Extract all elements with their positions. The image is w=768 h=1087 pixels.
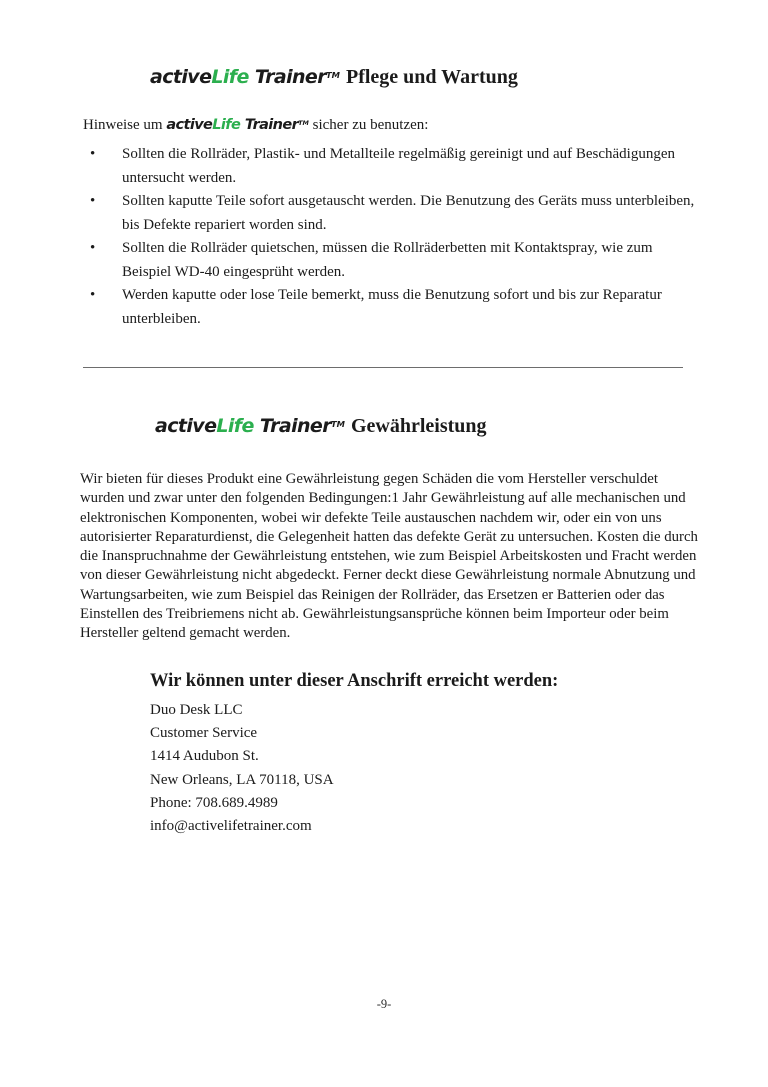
contact-heading: Wir können unter dieser Anschrift erreicht werden: — [150, 671, 559, 691]
care-title-text: Pflege und Wartung — [345, 66, 518, 88]
bullet-marker: • — [90, 146, 96, 162]
page-number: -9- — [376, 997, 392, 1011]
bullet-marker: • — [90, 240, 96, 256]
bullet-text: Sollten die Rollräder, Plastik- und Metallteile regelmäßig gereinigt und auf Beschädigungen untersucht werden. — [122, 146, 676, 186]
contact-phone-line: Phone: 708.689.4989 — [150, 794, 278, 811]
brand-word-life: Life — [212, 117, 241, 133]
contact-department-line: Customer Service — [150, 725, 258, 742]
bullet-text: Werden kaputte oder lose Teile bemerkt, muss die Benutzung sofort und bis zur Reparatur unterbleiben. — [122, 287, 662, 327]
section-divider — [83, 367, 683, 368]
list-item — [83, 190, 695, 237]
intro-suffix: sicher zu benutzen: — [312, 117, 429, 133]
brand-word-life: Life — [211, 66, 249, 88]
trademark-superscript: TM — [325, 69, 340, 80]
warranty-section-title — [155, 415, 487, 438]
brand-word-trainer: Trainer — [259, 415, 331, 437]
bullet-text: Sollten kaputte Teile sofort ausgetauscht werden. Die Benutzung des Geräts muss unterbleiben, bis Defekte repariert worden sind. — [122, 193, 695, 233]
brand-word-active: active — [155, 415, 217, 437]
intro-prefix: Hinweise um — [83, 117, 163, 133]
warranty-title-text: Gewährleistung — [350, 415, 487, 437]
contact-address-block — [150, 699, 334, 838]
brand-logo — [155, 415, 345, 437]
contact-city-line: New Orleans, LA 70118, USA — [150, 771, 334, 788]
brand-word-active: active — [150, 66, 212, 88]
bullet-marker: • — [90, 287, 96, 303]
brand-logo — [166, 117, 309, 133]
trademark-superscript: TM — [330, 418, 345, 429]
trademark-superscript: TM — [298, 119, 309, 128]
brand-word-trainer: Trainer — [254, 66, 326, 88]
brand-word-trainer: Trainer — [244, 117, 299, 133]
warranty-body-paragraph: Wir bieten für dieses Produkt eine Gewährleistung gegen Schäden die vom Hersteller verschuldet wurden und zwar unter den folgenden Bedingungen:1 Jahr Gewährleistung auf alle mechanischen und elektronischen Komponenten, wobei wir defekte Teile austauschen nachdem wir, oder ein von uns autorisierter Reparaturdienst, die Gelegenheit hatten das defekte Gerät zu untersuchen. Kosten die durch die Inanspruchnahme der Gewährleistung entstehen, wie zum Beispiel Arbeitskosten und Fracht werden von dieser Gewährleistung nicht abgedeckt. Ferner deckt diese Gewährleistung normale Abnutzung und Wartungsarbeiten, wie zum Beispiel das Reinigen der Rollräder, das Ersetzen er Batterien oder das Einstellen des Treibriemens nicht ab. Gewährleistungsansprüche können beim Importeur oder beim Hersteller geltend gemacht werden. — [80, 471, 698, 642]
brand-word-active: active — [166, 117, 213, 133]
contact-street-line: 1414 Audubon St. — [150, 748, 259, 765]
care-section-title — [150, 66, 518, 89]
brand-logo — [150, 66, 340, 88]
list-item — [83, 284, 695, 331]
contact-company-line: Duo Desk LLC — [150, 702, 243, 718]
bullet-marker: • — [90, 193, 96, 209]
list-item — [83, 237, 695, 284]
contact-email-line: info@activelifetrainer.com — [150, 818, 312, 835]
care-bullet-list — [83, 143, 695, 331]
list-item — [83, 143, 695, 190]
brand-word-life: Life — [216, 415, 254, 437]
care-intro-line — [83, 117, 428, 134]
bullet-text: Sollten die Rollräder quietschen, müssen die Rollräderbetten mit Kontaktspray, wie zum Beispiel WD-40 eingesprüht werden. — [122, 240, 653, 280]
